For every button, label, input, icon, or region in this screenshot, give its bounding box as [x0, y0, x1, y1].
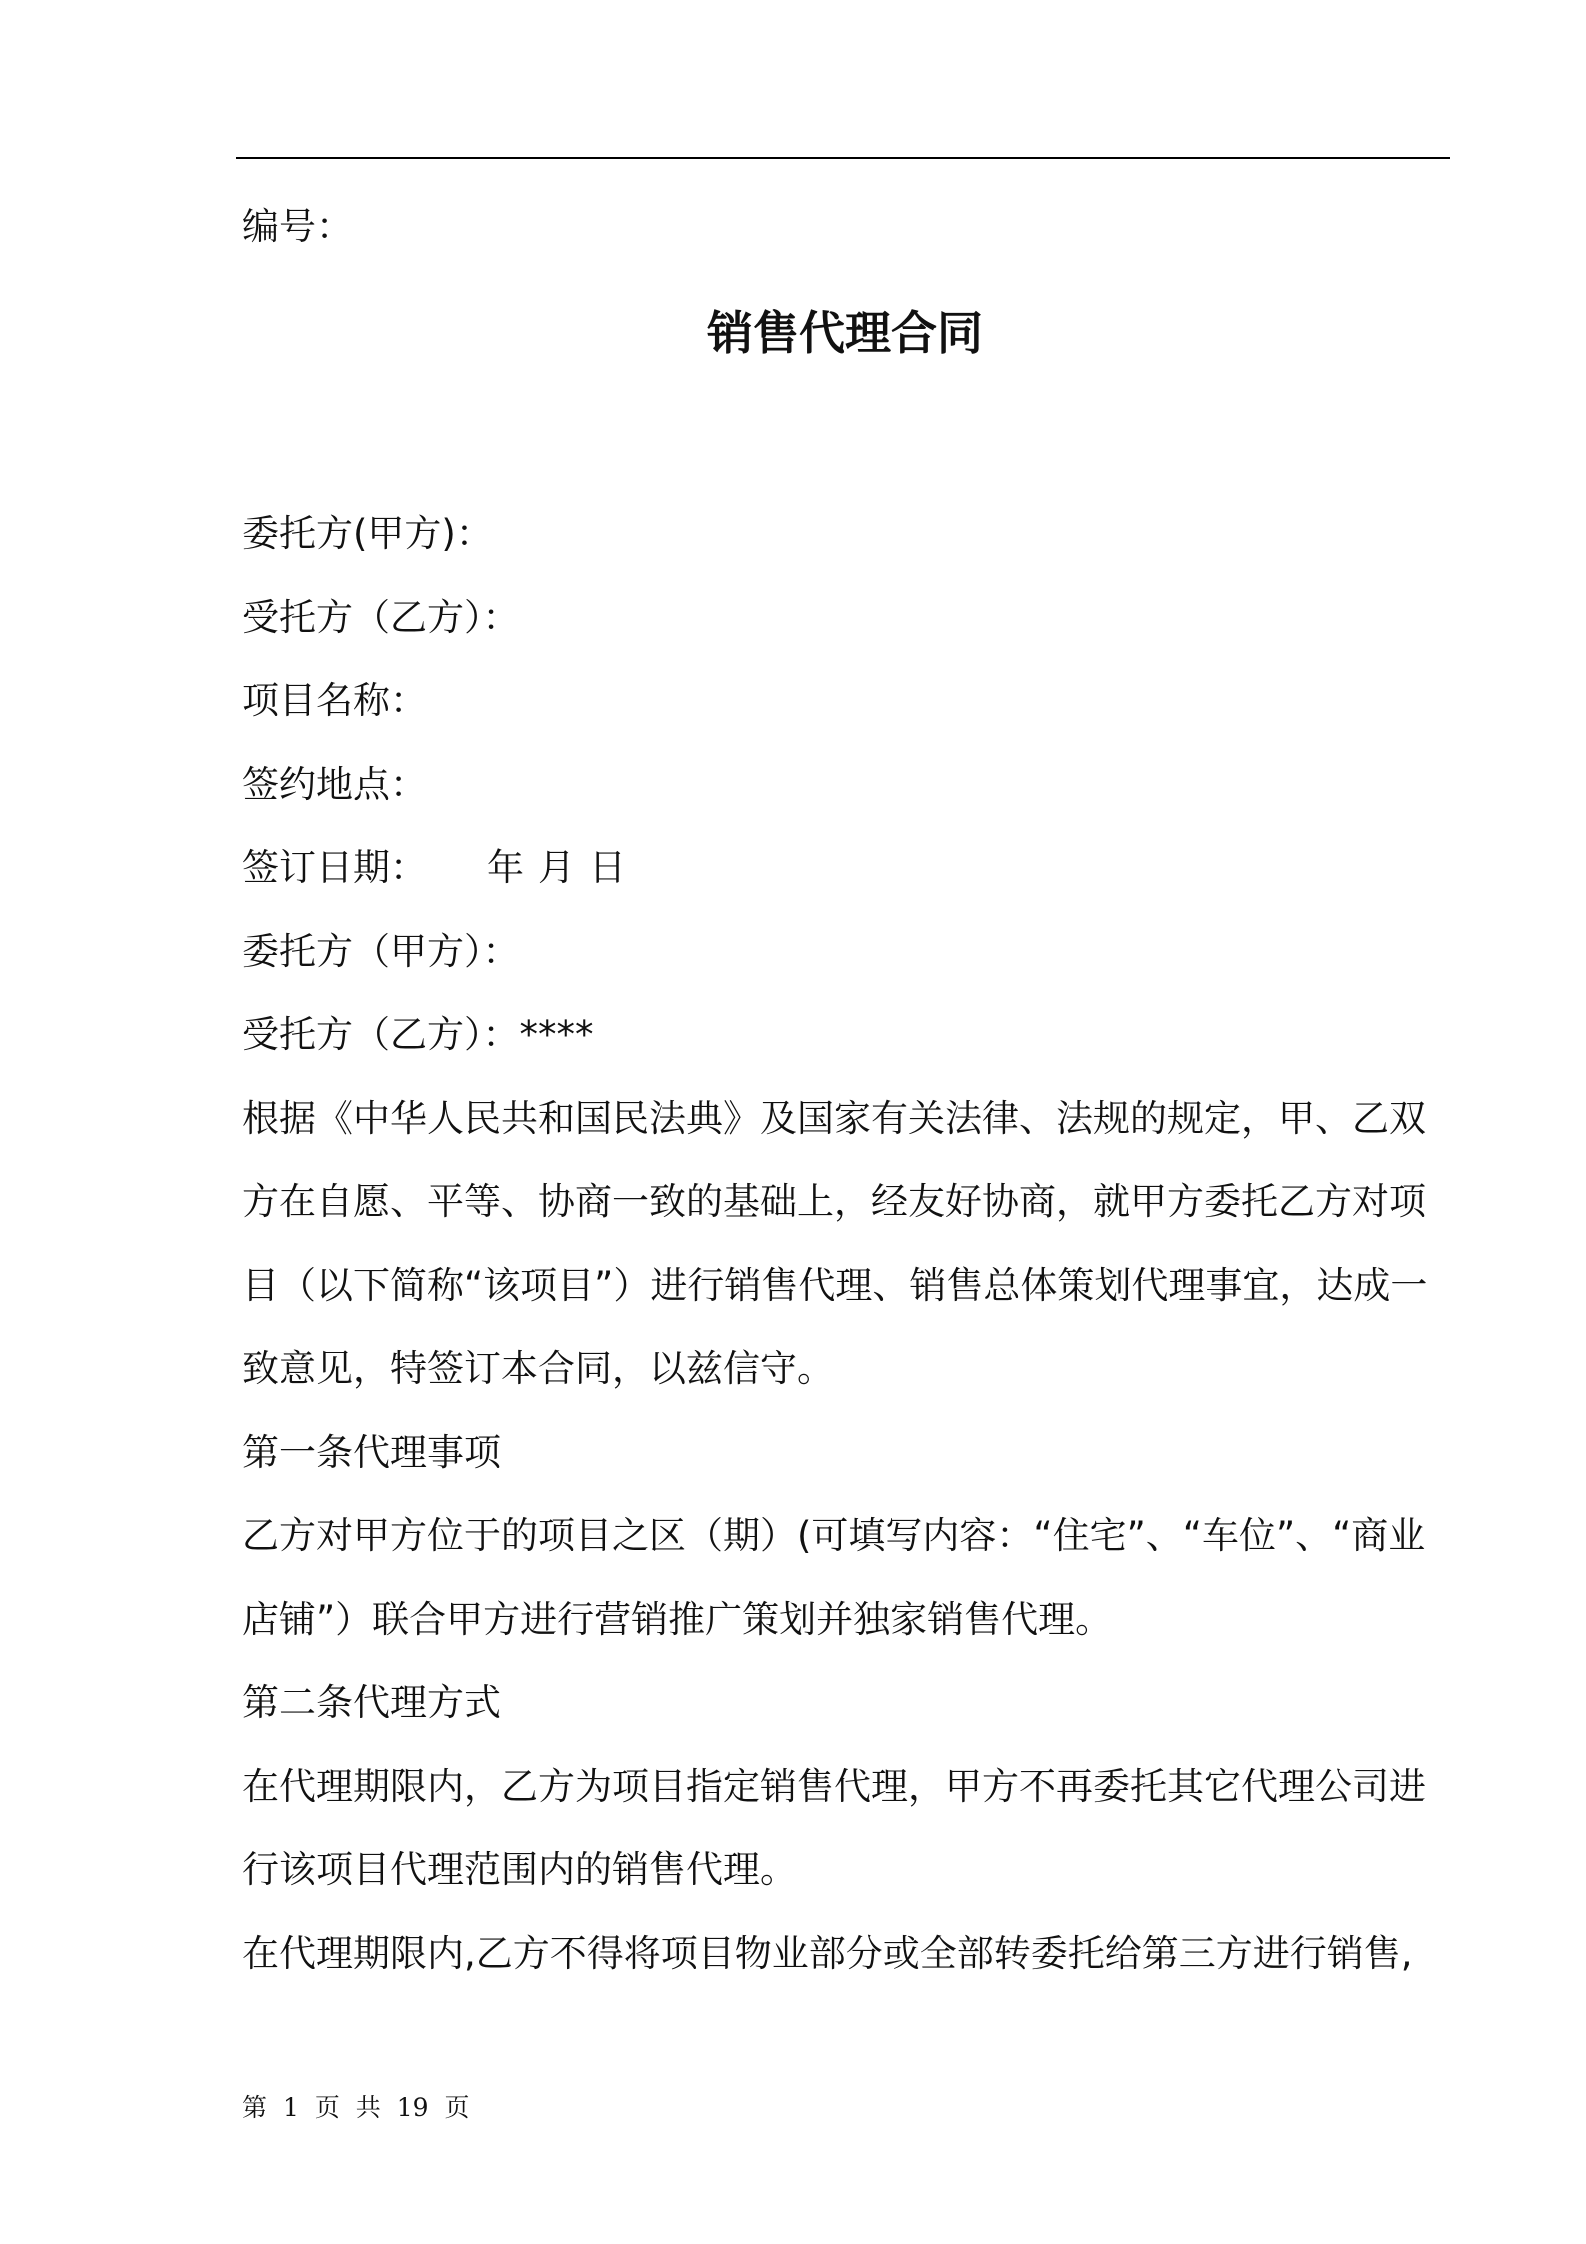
preamble-line: 根据《中华人民共和国民法典》及国家有关法律、法规的规定，甲、乙双	[242, 1096, 1426, 1140]
principal-party-line: 委托方(甲方)：	[242, 512, 493, 555]
principal-party-line-2: 委托方（甲方）：	[242, 929, 520, 973]
page-footer	[242, 2090, 478, 2126]
preamble-line: 目（以下简称“该项目”）进行销售代理、销售总体策划代理事宜，达成一	[242, 1263, 1428, 1307]
article2-heading: 第二条代理方式	[242, 1681, 501, 1724]
project-name-line: 项目名称：	[242, 679, 427, 722]
footer-page-word: 第	[242, 2093, 268, 2122]
signing-place-line: 签约地点：	[242, 762, 427, 806]
header-rule	[236, 157, 1450, 159]
document-number-label: 编号：	[242, 205, 353, 248]
document-title: 销售代理合同	[707, 306, 983, 360]
article1-line: 店铺”）联合甲方进行营销推广策划并独家销售代理。	[242, 1597, 1113, 1641]
date-month: 月	[538, 846, 575, 889]
footer-total-unit: 页	[444, 2093, 470, 2122]
article2-paragraph1-line: 行该项目代理范围内的销售代理。	[242, 1848, 797, 1891]
preamble-line: 致意见，特签订本合同，以兹信守。	[242, 1347, 834, 1390]
article2-paragraph1-line: 在代理期限内，乙方为项目指定销售代理，甲方不再委托其它代理公司进	[242, 1764, 1426, 1808]
footer-page-number: 1	[282, 2093, 299, 2122]
date-day: 日	[589, 846, 626, 889]
signing-date-label: 签订日期：	[242, 846, 427, 889]
contract-body	[242, 492, 1454, 1995]
preamble-line: 方在自愿、平等、协商一致的基础上，经友好协商，就甲方委托乙方对项	[242, 1180, 1426, 1223]
footer-total-word: 共	[355, 2093, 381, 2122]
article1-line: 乙方对甲方位于的项目之区（期）(可填写内容：“住宅”、“车位”、“商业	[242, 1514, 1426, 1557]
date-year: 年	[487, 846, 524, 889]
article1-heading: 第一条代理事项	[242, 1430, 501, 1474]
agent-party-line-2: 受托方（乙方）：****	[242, 1013, 594, 1056]
footer-total-pages: 19	[396, 2093, 429, 2122]
footer-page-unit: 页	[314, 2093, 340, 2122]
agent-party-line: 受托方（乙方）：	[242, 595, 520, 639]
article2-paragraph2-line: 在代理期限内,乙方不得将项目物业部分或全部转委托给第三方进行销售,	[242, 1931, 1413, 1975]
signing-date-line	[242, 826, 1454, 910]
